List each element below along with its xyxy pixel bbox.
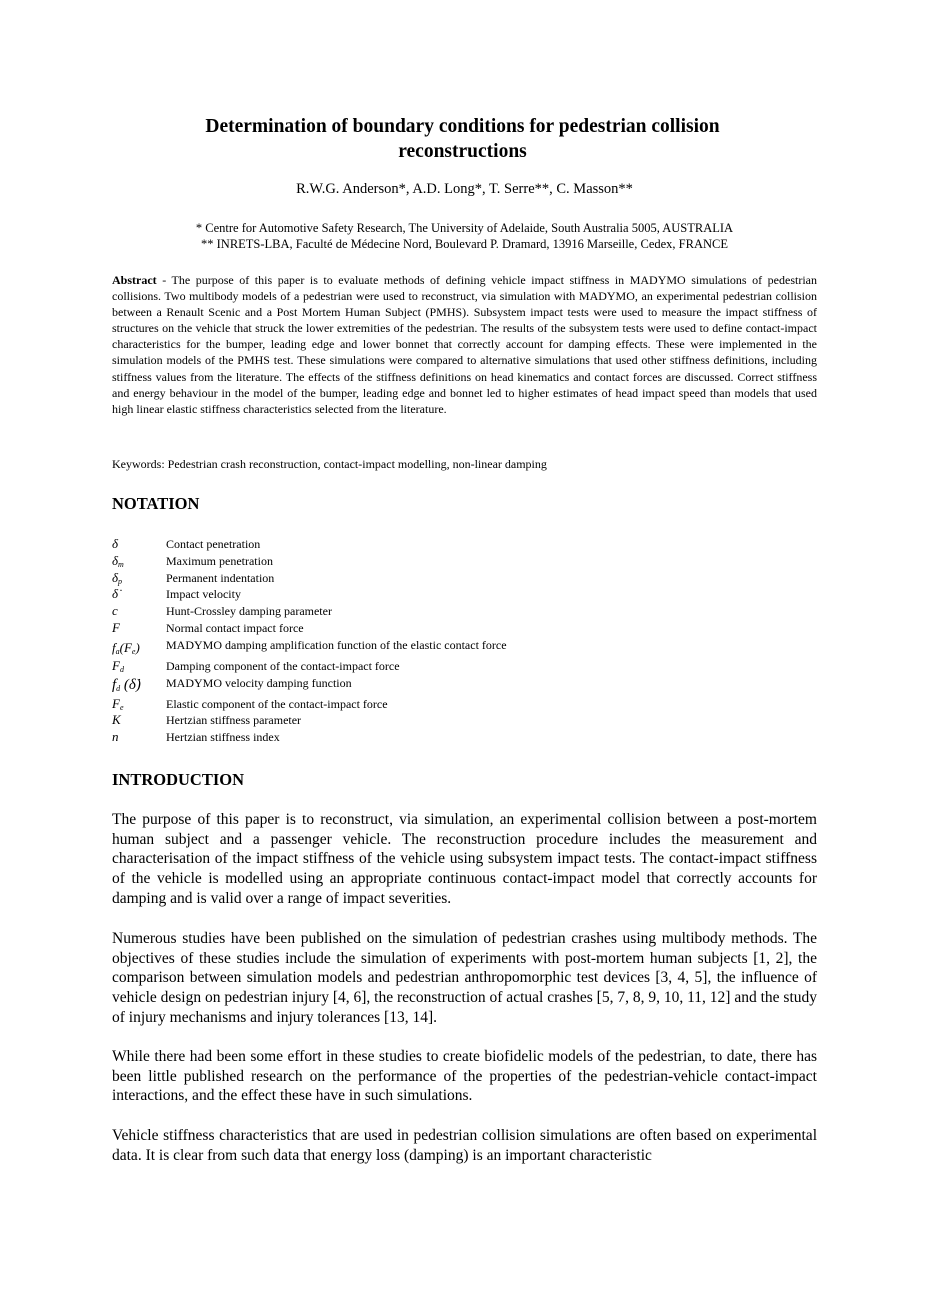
notation-symbol: $\delta_m$ — [112, 552, 124, 569]
title-line-1: Determination of boundary conditions for pedestrian collision — [205, 116, 720, 137]
notation-symbol: $F_e$ — [112, 695, 124, 712]
intro-paragraph-4: Vehicle stiffness characteristics that are used in pedestrian collision simulations are often based on experimental data. It is clear from such data that energy loss (damping) is an important characteristic — [112, 1127, 817, 1164]
notation-heading: NOTATION — [112, 494, 200, 513]
intro-paragraph-2: Numerous studies have been published on the simulation of pedestrian crashes using multibody methods. The objectives of these studies include the simulation of experiments with post-mortem human subjects [1, 2], the comparison between simulation models and pedestrian anthropomorphic test devices [3, 4, 5], the influence of vehicle design on pedestrian injury [4, 6], the reconstruction of actual crashes [5, 7, 8, 9, 10, 11, 12] and the study of injury mechanisms and injury tolerances [13, 14]. — [112, 930, 817, 1026]
notation-row — [112, 620, 817, 637]
paper-title — [150, 114, 775, 164]
notation-row — [112, 675, 817, 696]
title-line-2: reconstructions — [398, 141, 527, 162]
notation-definition: MADYMO damping amplification function of the elastic contact force — [166, 637, 507, 652]
keywords-text: Pedestrian crash reconstruction, contact-impact modelling, non-linear damping — [164, 457, 547, 471]
notation-symbol: $f_a(F_e)$ — [112, 639, 140, 656]
keywords-label: Keywords: — [112, 457, 165, 471]
notation-symbol: c — [112, 603, 118, 619]
keywords — [112, 456, 817, 472]
notation-symbol: F — [112, 619, 120, 635]
notation-definition: Maximum penetration — [166, 553, 273, 568]
affiliation-1: * Centre for Automotive Safety Research, The University of Adelaide, South Australia 5005, AUSTRALIA — [195, 221, 734, 235]
notation-definition: Hertzian stiffness index — [166, 730, 280, 745]
notation-row — [112, 637, 817, 658]
notation-row — [112, 570, 817, 587]
affiliation-2: ** INRETS-LBA, Faculté de Médecine Nord, Boulevard P. Dramard, 13916 Marseille, Cedex, FRANCE — [201, 237, 728, 251]
introduction-heading: INTRODUCTION — [112, 770, 245, 789]
notation-definition: MADYMO velocity damping function — [166, 675, 352, 690]
notation-definition: Elastic component of the contact-impact force — [166, 696, 388, 711]
notation-row — [112, 696, 817, 713]
notation-definition: Hunt-Crossley damping parameter — [166, 604, 332, 619]
intro-paragraph-3: While there had been some effort in these studies to create biofidelic models of the pedestrian, to date, there has been little published research on the performance of the properties of the pedestrian-vehicle contact-impact interactions, and the effect these have in such simulations. — [112, 1048, 817, 1105]
notation-definition: Contact penetration — [166, 537, 261, 551]
notation-definition: Normal contact impact force — [166, 620, 304, 635]
notation-definition: Impact velocity — [166, 587, 241, 602]
abstract — [112, 272, 817, 417]
notation-symbol: δ̇ — [112, 586, 119, 602]
notation-definition: Permanent indentation — [166, 570, 275, 585]
notation-definition: Hertzian stiffness parameter — [166, 713, 302, 728]
notation-row — [112, 586, 817, 603]
notation-row — [112, 712, 817, 729]
intro-paragraph-1: The purpose of this paper is to reconstruct, via simulation, an experimental collision between a post-mortem human subject and a passenger vehicle. The reconstruction procedure includes the measurement and characterisation of the impact stiffness of the vehicle using subsystem impact tests. The contact-impact stiffness of the vehicle is modelled using an appropriate continuous contact-impact model that correctly accounts for damping and is valid over a range of impact severities. — [112, 811, 817, 907]
notation-row — [112, 536, 817, 553]
notation-list — [112, 536, 817, 746]
notation-symbol: $F_d$ — [112, 657, 124, 674]
notation-row — [112, 658, 817, 675]
notation-symbol: n — [112, 729, 119, 745]
authors: R.W.G. Anderson*, A.D. Long*, T. Serre**, C. Masson** — [296, 181, 633, 197]
notation-symbol: $f_d$ (δ̇) — [112, 676, 141, 693]
notation-symbol: δ — [112, 536, 119, 551]
notation-row — [112, 729, 817, 746]
notation-row — [112, 553, 817, 570]
notation-symbol: K — [112, 712, 121, 728]
notation-row — [112, 603, 817, 620]
notation-symbol: $\delta_p$ — [112, 569, 123, 586]
abstract-text: - The purpose of this paper is to evaluate methods of defining vehicle impact stiffness in MADYMO simulations of pedestrian collisions. Two multibody models of a pedestrian were used to reconstruct, via simulation with MADYMO, an experimental pedestrian collision between a Renault Scenic and a Post Mortem Human Subject (PMHS). Subsystem impact tests were used to measure the impact stiffness of structures on the vehicle that struck the lower extremities of the pedestrian. The results of the subsystem tests were used to define contact-impact characteristics for the bumper, leading edge and lower bonnet that correctly account for damping effects. These were implemented in the simulation models of the PMHS test. These simulations were compared to alternative simulations that used other stiffness definitions, including stiffness values from the literature. The effects of the stiffness definitions on head kinematics and contact forces are discussed. Correct stiffness and energy behaviour in the model of the bumper, leading edge and bonnet led to higher estimates of head impact speed than models that used high linear elastic stiffness characteristics selected from the literature. — [112, 273, 817, 416]
affiliations — [112, 220, 817, 252]
abstract-label: Abstract — [112, 273, 157, 287]
notation-definition: Damping component of the contact-impact force — [166, 658, 400, 673]
